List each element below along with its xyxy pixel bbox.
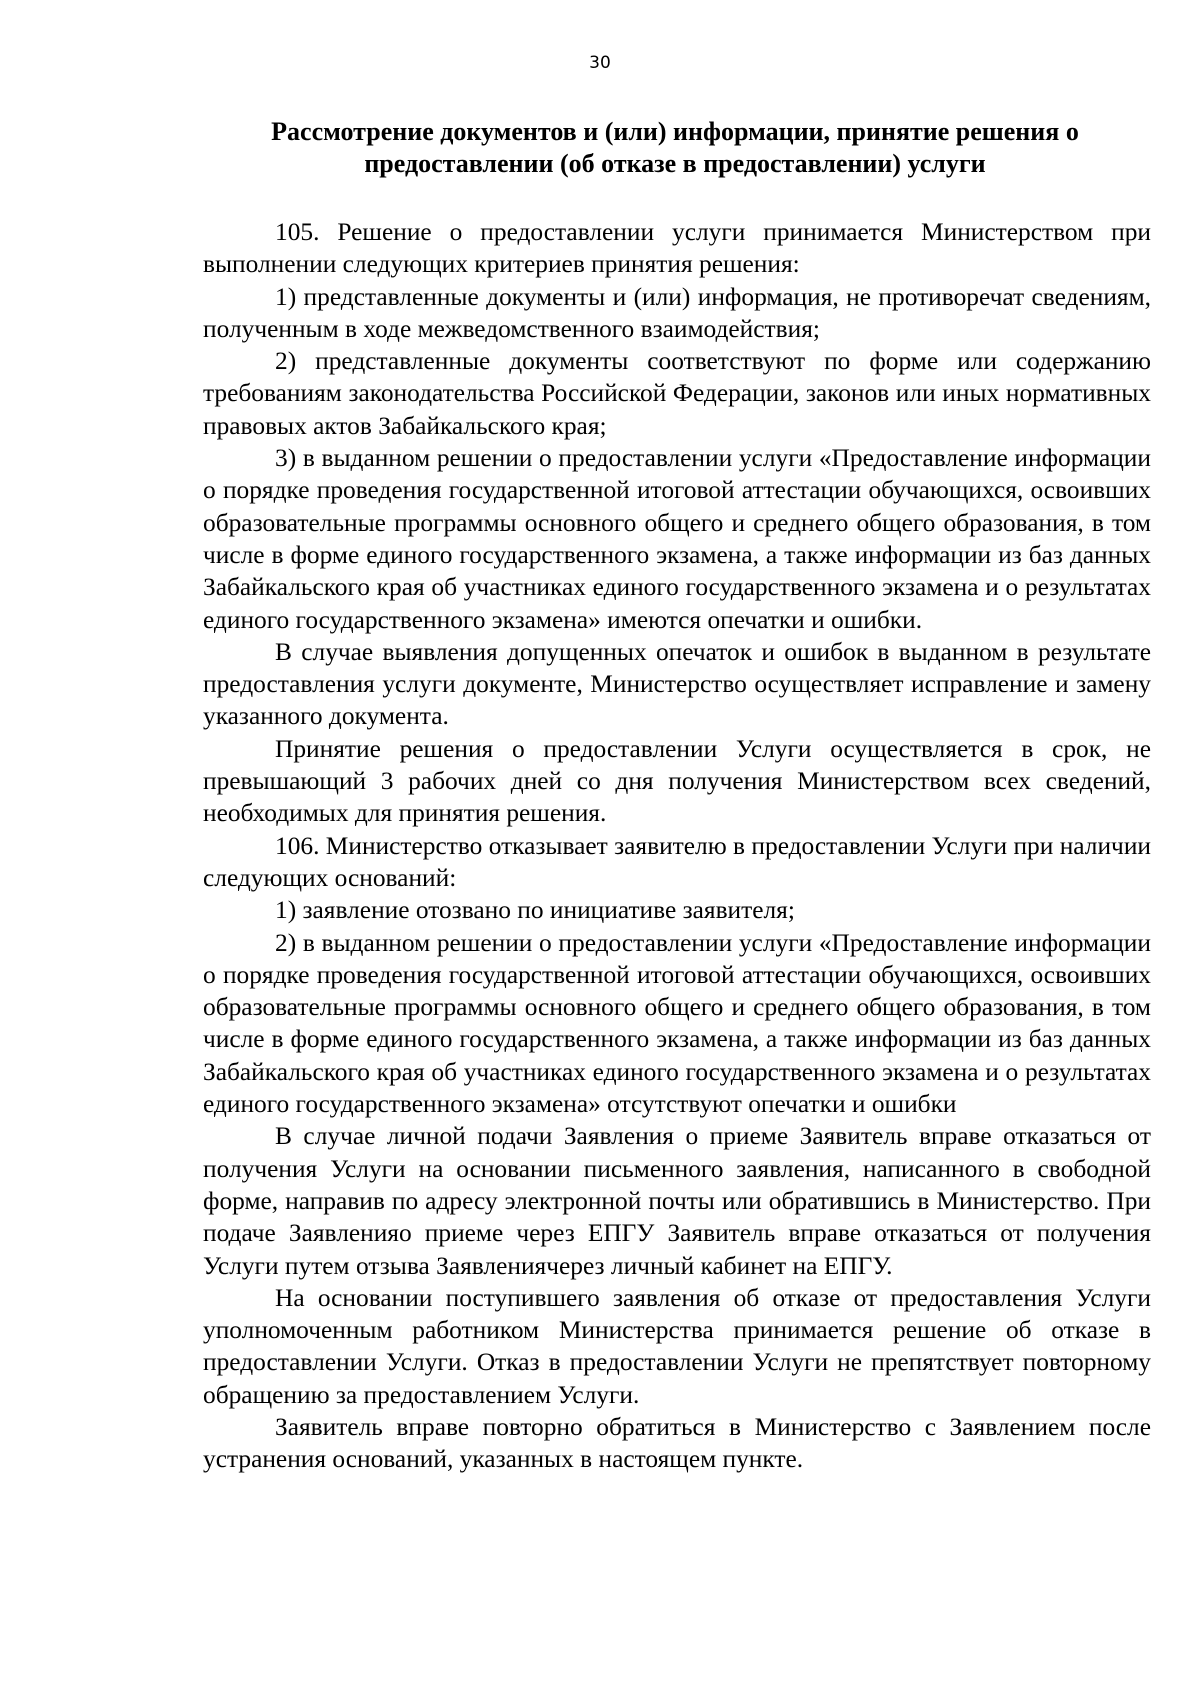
paragraph-106-intro: 106. Министерство отказывает заявителю в предоставлении Услуги при наличии следующих оснований: xyxy=(203,831,1151,892)
paragraph-106-item-2: 2) в выданном решении о предоставлении услуги «Предоставление информации о порядке проведения государственной итоговой аттестации обучающихся, освоивших образовательные программы основного общего и среднего общего образования, в том числе в форме единого государственного экзамена, а также информации из баз данных Забайкальского края об участниках единого государственного экзамена и о результатах единого государственного экзамена» отсутствуют опечатки и ошибки xyxy=(203,928,1151,1119)
page-number: 30 xyxy=(589,53,611,73)
paragraph-105-item-3: 3) в выданном решении о предоставлении услуги «Предоставление информации о порядке проведения государственной итоговой аттестации обучающихся, освоивших образовательные программы основного общего и среднего общего образования, в том числе в форме единого государственного экзамена, а также информации из баз данных Забайкальского края об участниках единого государственного экзамена и о результатах единого государственного экзамена» имеются опечатки и ошибки. xyxy=(203,444,1151,634)
paragraph-105-item-1: 1) представленные документы и (или) информация, не противоречат сведениям, полученным в ходе межведомственного взаимодействия; xyxy=(203,282,1151,343)
paragraph-refusal-decision: На основании поступившего заявления об отказе от предоставления Услуги уполномоченным работником Министерства принимается решение об отказе в предоставлении Услуги. Отказ в предоставлении Услуги не препятствует повторному обращению за предоставлением Услуги. xyxy=(203,1283,1151,1409)
paragraph-errors-correction: В случае выявления допущенных опечаток и ошибок в выданном в результате предоставления услуги документе, Министерство осуществляет исправление и замену указанного документа. xyxy=(203,637,1151,731)
paragraph-105-intro: 105. Решение о предоставлении услуги принимается Министерством при выполнении следующих критериев принятия решения: xyxy=(203,218,1151,279)
paragraph-105-item-2: 2) представленные документы соответствуют по форме или содержанию требованиям законодательства Российской Федерации, законов или иных нормативных правовых актов Забайкальского края; xyxy=(203,347,1151,440)
paragraph-refusal-application: В случае личной подачи Заявления о приеме Заявитель вправе отказаться от получения Услуги на основании письменного заявления, написанного в свободной форме, направив по адресу электронной почты или обратившись в Министерство. При подаче Заявленияо приеме через ЕПГУ Заявитель вправе отказаться от получения Услуги путем отзыва Заявлениячерез личный кабинет на ЕПГУ. xyxy=(203,1122,1151,1280)
paragraph-106-item-1: 1) заявление отозвано по инициативе заявителя; xyxy=(275,896,795,925)
section-heading: Рассмотрение документов и (или) информации, принятие решения о предоставлении (об отказе в предоставлении) услуги xyxy=(271,117,1079,178)
document-body xyxy=(203,216,1151,1476)
paragraph-decision-deadline: Принятие решения о предоставлении Услуги осуществляется в срок, не превышающий 3 рабочих дней со дня получения Министерством всех сведений, необходимых для принятия решения. xyxy=(203,734,1151,828)
paragraph-repeat-application: Заявитель вправе повторно обратиться в Министерство с Заявлением после устранения оснований, указанных в настоящем пункте. xyxy=(203,1412,1151,1474)
